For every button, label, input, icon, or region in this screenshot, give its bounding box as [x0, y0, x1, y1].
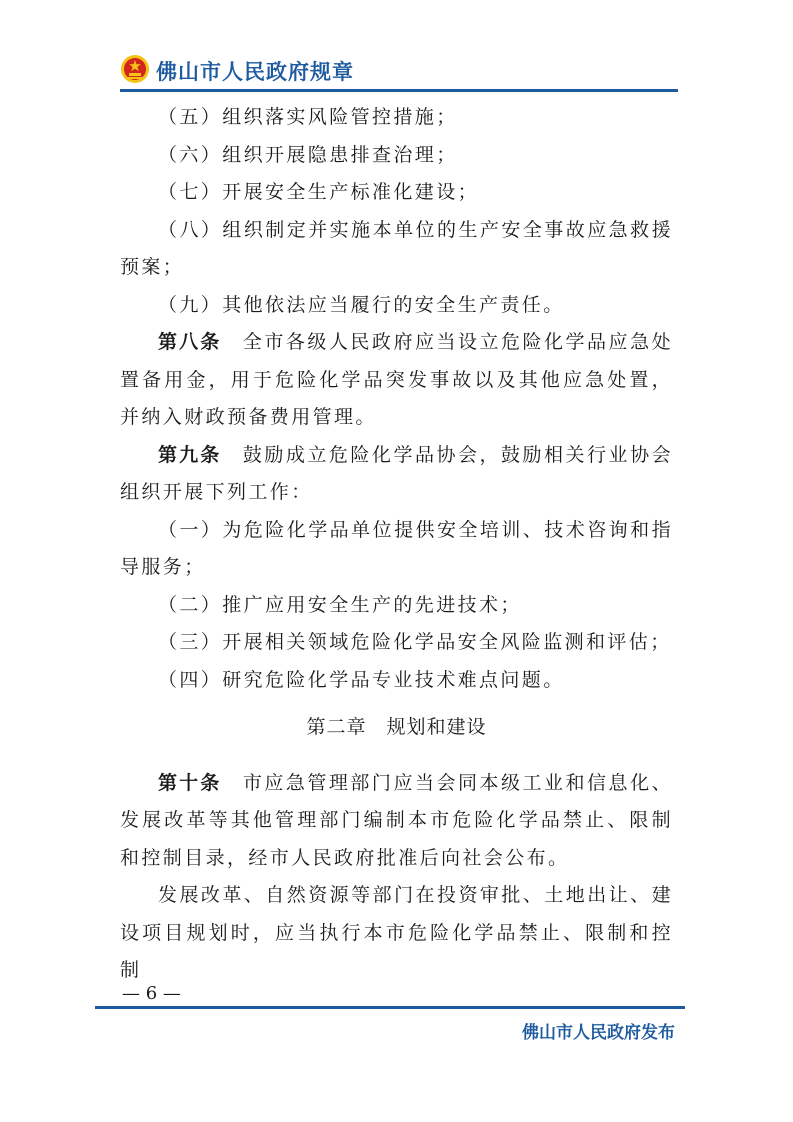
footer-publisher: 佛山市人民政府发布: [522, 1023, 675, 1043]
paragraph: （三）开展相关领域危险化学品安全风险监测和评估；: [158, 631, 672, 653]
chapter-heading: 第二章 规划和建设: [306, 716, 487, 738]
article-9: [120, 437, 673, 512]
article-8: [120, 324, 673, 437]
article-10: [120, 765, 673, 878]
page-number: — 6 —: [122, 983, 181, 1004]
document-body: [120, 99, 673, 990]
page-header: [120, 50, 678, 92]
paragraph: （一）为危险化学品单位提供安全培训、技术咨询和指导服务；: [120, 518, 673, 578]
header-divider: [120, 89, 678, 92]
article-label: 第八条: [158, 331, 222, 353]
article-text: 市应急管理部门应当会同本级工业和信息化、发展改革等其他管理部门编制本市危险化学品禁止、限制和控制目录，经市人民政府批准后向社会公布。: [120, 771, 673, 869]
paragraph: （八）组织制定并实施本单位的生产安全事故应急救援预案；: [120, 218, 673, 278]
article-label: 第十条: [158, 771, 222, 794]
paragraph: （五）组织落实风险管控措施；: [158, 106, 458, 128]
article-text: 全市各级人民政府应当设立危险化学品应急处置备用金，用于危险化学品突发事故以及其他应急处置，并纳入财政预备费用管理。: [120, 331, 673, 428]
paragraph: （二）推广应用安全生产的先进技术；: [158, 593, 522, 616]
article-text: 鼓励成立危险化学品协会，鼓励相关行业协会组织开展下列工作：: [120, 443, 673, 503]
paragraph: （九）其他依法应当履行的安全生产责任。: [158, 293, 565, 316]
national-emblem-icon: [120, 54, 150, 84]
article-label: 第九条: [158, 443, 222, 466]
header-title: 佛山市人民政府规章: [156, 60, 354, 84]
paragraph: （四）研究危险化学品专业技术难点问题。: [158, 668, 565, 691]
paragraph: 发展改革、自然资源等部门在投资审批、土地出让、建设项目规划时，应当执行本市危险化学品禁止、限制和控制: [120, 884, 673, 981]
paragraph: （六）组织开展隐患排查治理；: [158, 143, 458, 166]
footer-divider: [95, 1006, 685, 1009]
paragraph: （七）开展安全生产标准化建设；: [158, 181, 480, 203]
